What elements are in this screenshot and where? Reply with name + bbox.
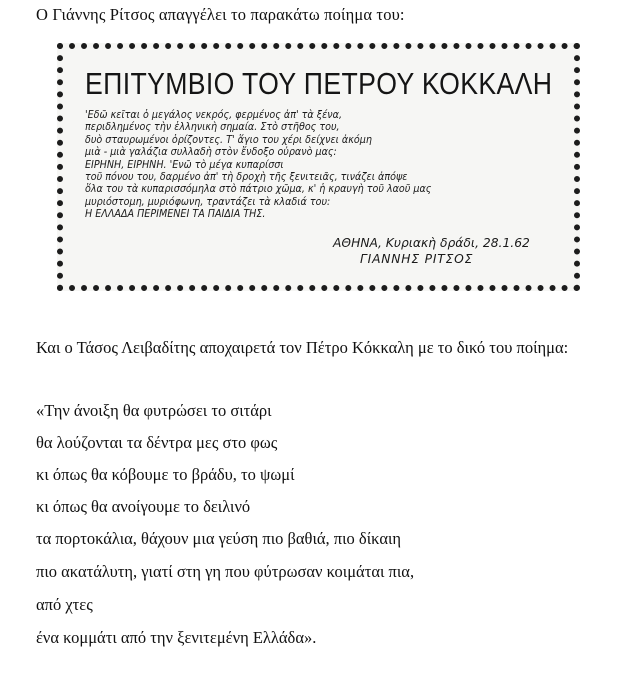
newspaper-clipping [57,43,580,291]
transition-paragraph: Και ο Τάσος Λειβαδίτης αποχαιρετά τον Πέτρο Κόκκαλη με το δικό του ποίημα: [36,338,569,357]
verse-line: θα λούζονται τα δέντρα μες στο φως [36,433,278,452]
poem-line: 'Εδῶ κεῖται ὁ μεγάλος νεκρός, φερμένος ἀπ' τὰ ξένα, [85,109,342,121]
verse-line: κι όπως θα ανοίγουμε το δειλινό [36,497,251,516]
clipping-poem [85,109,457,221]
poem-line: Η ΕΛΛΑΔΑ ΠΕΡΙΜΕΝΕΙ ΤΑ ΠΑΙΔΙΑ ΤΗΣ. [85,208,266,221]
poem-line: περιδλημένος τὴν ἑλληνικὴ σημαία. Στὸ στῆθος του, [85,121,340,134]
poem-line: τοῦ πόνου του, δαρμένο ἀπ' τὴ δροχὴ τῆς ξενιτειᾶς, τινάζει ἀπόψε [85,171,408,184]
place-date: ΑΘΗΝΑ, Κυριακὴ δράδι, 28.1.62 [333,236,530,250]
poem-line: δυὸ σταυρωμένοι ὁρίζοντες. Τ' ἅγιο του χέρι δείχνει ἀκόμη [85,133,372,146]
verse-line: πιο ακατάλυτη, γιατί στη γη που φύτρωσαν κοιμάται πια, [36,562,415,581]
poem-line: ΕΙΡΗΝΗ, ΕΙΡΗΝΗ. 'Ενῶ τὸ μέγα κυπαρίσσι [85,158,284,171]
poem-line: ὅλα του τὰ κυπαρισσόμηλα στὸ πάτριο χῶμα, κ' ἡ κραυγὴ τοῦ λαοῦ μας [85,183,432,196]
verse-line: «Την άνοιξη θα φυτρώσει το σιτάρι [36,401,272,420]
poem-line: μιὰ - μιὰ γαλάζια συλλαδὴ στὸν ἔνδοξο οὐρανὸ μας: [85,146,337,159]
verse-line: ένα κομμάτι από την ξενιτεμένη Ελλάδα». [36,628,317,647]
intro-text: Ο Γιάννης Ρίτσος απαγγέλει το παρακάτω ποίημα του: [36,5,405,24]
verse-line: κι όπως θα κόβουμε το βράδυ, το ψωμί [36,465,295,484]
clipping-signature [333,235,530,267]
poem-line: μυριόστομη, μυριόφωνη, τραντάζει τὰ κλαδιά του: [85,195,331,208]
author-name: ΓΙΑΝΝΗΣ ΡΙΤΣΟΣ [360,252,474,266]
verse-line: τα πορτοκάλια, θάχουν μια γεύση πιο βαθιά, πιο δίκαιη [36,529,402,548]
clipping-title: ΕΠΙΤΥΜΒΙΟ ΤΟΥ ΠΕΤΡΟΥ ΚΟΚΚΑΛΗ [85,66,553,101]
verse-line: από χτες [36,595,93,614]
